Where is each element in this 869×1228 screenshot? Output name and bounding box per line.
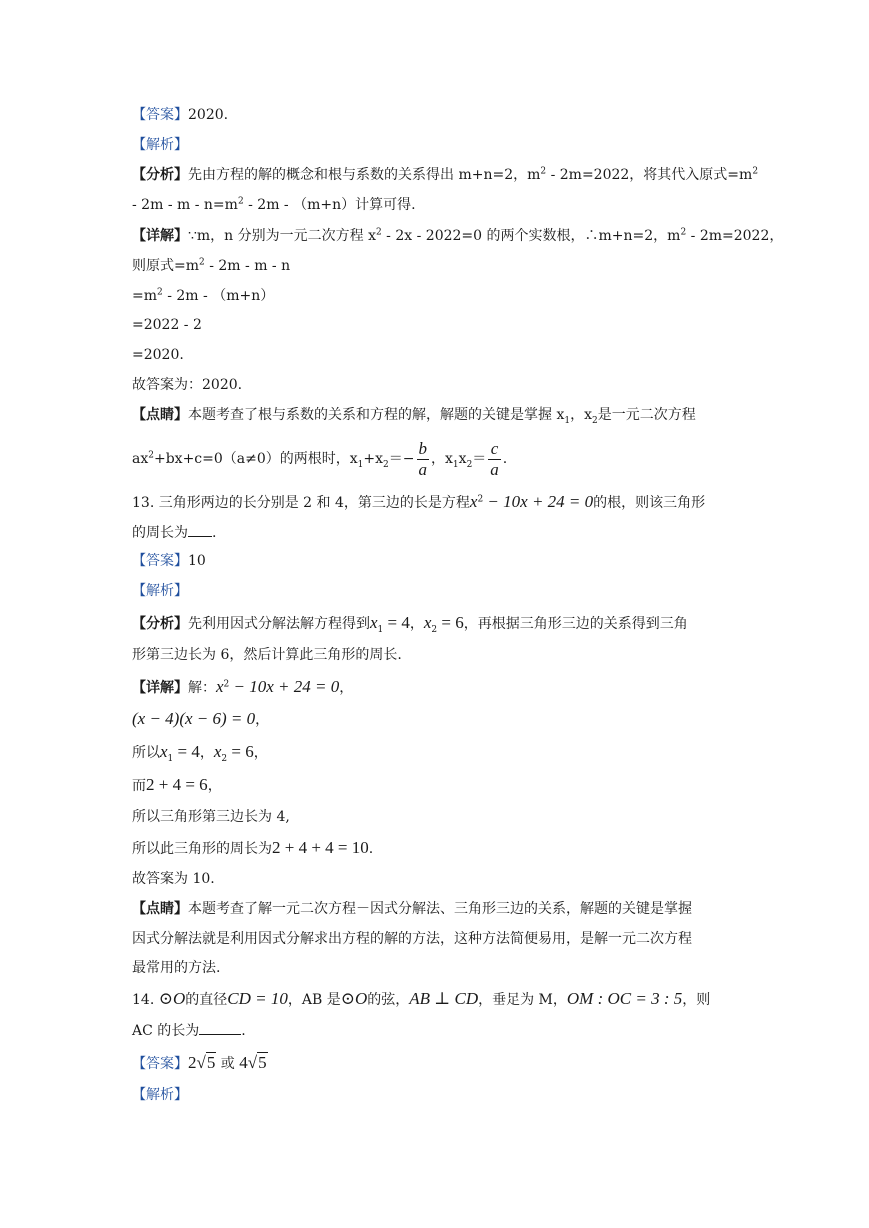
text: 是一元二次方程 [597,407,696,423]
q13-answer-line [132,551,742,571]
text: - 2m - （m+n）计算可得. [243,197,416,213]
text: 13. 三角形两边的长分别是 2 和 4，第三边的长是方程 [132,495,470,511]
sub: 2 [592,415,598,426]
root-symbol: √ [247,1053,258,1072]
q13-fenxi-line-2: 形第三边长为 6，然后计算此三角形的周长. [132,647,402,663]
q12-xiangjie-line-3 [132,286,742,306]
q13-xiangjie-line-1 [132,677,742,698]
sub: 1 [377,624,384,635]
text: ax [132,451,149,467]
answer-blank[interactable] [188,522,212,537]
text: 而 [132,778,146,794]
text: . [502,451,508,467]
text: ＝ [472,451,487,467]
q13-conclusion: 故答案为 10. [132,871,215,887]
sup: 2 [540,166,547,177]
radicand: 5 [258,1053,267,1072]
numerator: b [418,438,428,458]
q12-xiangjie-line-4: =2022 - 2 [132,317,202,333]
sup: 2 [376,227,382,238]
q13-dianjing-line-3: 最常用的方法. [132,960,221,976]
text: ， [207,778,222,794]
text: - 2m - m - n=m [132,197,238,213]
math: − 10x + 24 = 0 [483,492,594,511]
q13-xiangjie-line-2 [132,709,742,730]
math: − 10x + 24 = 0 [229,677,340,696]
text: 先由方程的解的概念和根与系数的关系得出 m+n=2，m [188,167,541,183]
q12-dianjing-line-2 [132,436,742,482]
q12-dianjing-line-1 [132,405,742,425]
math: x [216,677,224,696]
q13-analysis-tag [132,581,742,601]
text: . [368,841,374,857]
text: - 2m=2022， [686,228,784,244]
math: 2 + 4 + 4 = 10 [272,838,369,857]
math: = 4 [383,613,410,632]
q12-xiangjie-line-1 [132,226,784,246]
text: . [241,1023,246,1039]
text: ， [255,712,270,728]
sub: 2 [431,624,438,635]
sup: 2 [199,257,205,268]
math: x [469,492,478,511]
text: 解： [188,680,216,696]
analysis-tag: 【解析】 [132,1087,188,1103]
text: ∵m，n 分别为一元二次方程 x [188,228,376,244]
sup: 2 [752,166,759,177]
q13-xiangjie-line-4 [132,775,742,796]
q12-xiangjie-line-5: =2020. [132,347,184,363]
math: 2 [188,1053,197,1072]
xiangjie-tag: 【详解】 [132,680,188,696]
text: ，x [431,451,453,467]
math: O [172,989,186,1008]
q14-answer-line [132,1053,742,1074]
text: ， [339,680,354,696]
q12-answer-line [132,105,742,125]
math: x [213,742,222,761]
fenxi-tag: 【分析】 [132,616,188,632]
math: 2 + 4 = 6 [146,775,208,794]
text: +x [363,451,384,467]
text: 或 [216,1056,240,1072]
dianjing-tag: 【点睛】 [132,407,188,423]
q12-fenxi-line-2 [132,195,742,215]
answer-value: 10 [188,553,206,569]
text: ＝− [388,451,415,467]
text: 则原式=m [132,258,200,274]
fenxi-tag: 【分析】 [132,167,188,183]
text: 的弦， [367,992,410,1008]
answer-value: 2020. [188,107,229,123]
sub: 1 [564,415,571,426]
text: 14. [132,992,159,1008]
text: ，则 [682,992,711,1008]
circle-symbol: ⊙ [158,989,173,1008]
sub: 1 [357,459,364,470]
fraction-b-over-a [417,439,430,480]
sup: 2 [223,679,230,690]
answer-blank[interactable] [199,1020,241,1035]
math: = 6 [227,742,254,761]
circle-symbol: ⊙ [340,989,355,1008]
sqrt-5 [197,1053,217,1074]
math: x [160,742,168,761]
q12-analysis-tag [132,135,742,155]
sup: 2 [680,227,687,238]
sub: 2 [221,753,228,764]
text: 的周长为 [132,525,188,541]
q13-stem-line-1 [132,492,742,513]
q12-xiangjie-line-2 [132,256,742,276]
math: (x − 4)(x − 6) = 0 [132,709,256,728]
q14-stem-line-1 [132,989,742,1010]
text: 先利用因式分解法解方程得到 [188,616,370,632]
q12-conclusion: 故答案为：2020. [132,377,243,393]
text: ，x [570,407,592,423]
q14-stem-line-2 [132,1020,742,1041]
q13-xiangjie-line-6 [132,838,742,859]
sup: 2 [237,196,244,207]
text: ， [409,616,424,632]
text: 的根，则该三角形 [593,495,706,511]
text: ，AB 是 [287,992,341,1008]
math: x [370,613,378,632]
q14-analysis-tag [132,1085,742,1105]
sub: 2 [383,459,389,470]
fraction-c-over-a [488,439,501,480]
text: ，垂足为 M， [478,992,567,1008]
math: = 4 [173,742,200,761]
analysis-tag: 【解析】 [132,137,188,153]
xiangjie-tag: 【详解】 [132,228,188,244]
text: AC 的长为 [132,1023,200,1039]
text: 所以 [132,745,160,761]
sub: 2 [466,459,473,470]
text: - 2m - （m+n） [162,288,275,304]
denominator: a [418,459,428,479]
radicand: 5 [206,1053,216,1072]
text: ， [253,745,268,761]
text: - 2m - m - n [204,258,291,274]
text: +bx+c=0（a≠0）的两根时，x [153,451,358,467]
math: x [423,613,432,632]
math: 4 [239,1053,248,1072]
root-symbol: √ [196,1053,206,1072]
sqrt-5 [248,1053,268,1074]
math: CD = 10 [227,989,288,1008]
answer-tag: 【答案】 [132,1056,188,1072]
text: 所以此三角形的周长为 [132,841,272,857]
text: ， [199,745,214,761]
text: . [212,525,217,541]
q13-stem-line-2 [132,522,742,543]
sub: 1 [452,459,459,470]
text: x [458,451,467,467]
answer-tag: 【答案】 [132,553,188,569]
sub: 1 [167,753,174,764]
math: O [354,989,368,1008]
q13-dianjing-line-2: 因式分解法就是利用因式分解求出方程的解的方法，这种方法简便易用，是解一元二次方程 [132,931,692,947]
analysis-tag: 【解析】 [132,583,188,599]
math: = 6 [437,613,464,632]
text: ，再根据三角形三边的关系得到三角 [463,616,688,632]
denominator: a [490,459,499,479]
text: 本题考查了根与系数的关系和方程的解，解题的关键是掌握 x [188,407,565,423]
q13-fenxi-line-1 [132,613,742,634]
numerator: c [488,439,501,460]
math: OM : OC = 3 : 5 [566,989,683,1008]
dianjing-tag: 【点睛】 [132,901,188,917]
text: - 2x - 2022=0 的两个实数根，∴m+n=2，m [381,228,681,244]
answer-tag: 【答案】 [132,107,188,123]
sup: 2 [148,450,154,461]
text: 本题考查了解一元二次方程－因式分解法、三角形三边的关系，解题的关键是掌握 [188,901,692,917]
sup: 2 [157,287,163,298]
text: =m [132,288,158,304]
q13-xiangjie-line-3 [132,742,742,763]
text: 的直径 [185,992,228,1008]
text: - 2m=2022，将其代入原式=m [546,167,753,183]
math: AB ⊥ CD [409,989,479,1008]
sup: 2 [477,494,484,505]
q13-dianjing-line-1 [132,899,742,919]
q13-xiangjie-line-5: 所以三角形第三边长为 4, [132,809,290,825]
q12-fenxi-line-1 [132,165,759,185]
